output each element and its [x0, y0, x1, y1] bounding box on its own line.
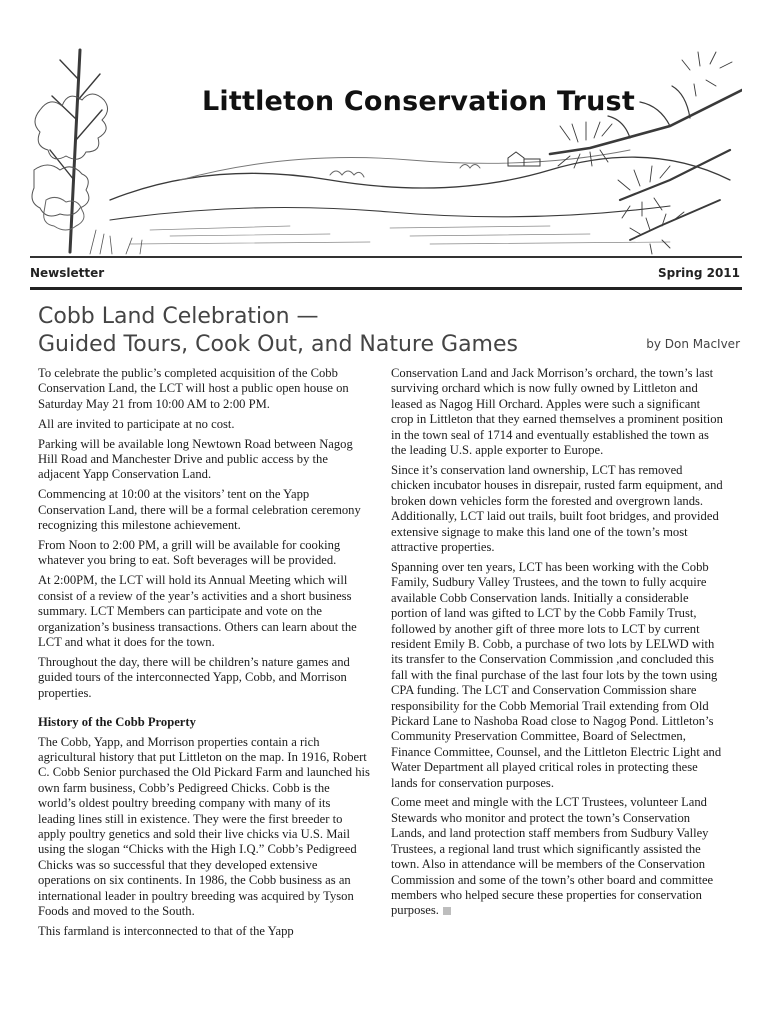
article-column-right: [391, 366, 723, 923]
paragraph: Commencing at 10:00 at the visitors’ tent on the Yapp Conservation Land, there will be a formal celebration ceremony recognizing this milestone achievement.: [38, 487, 361, 533]
paragraph: Parking will be available long Newtown Road between Nagog Hill Road and Manchester Drive and public access by the adjacent Yapp Conservation Land.: [38, 436, 353, 482]
closing-paragraph: [391, 795, 723, 918]
section-label: Newsletter: [30, 266, 105, 280]
paragraph: Throughout the day, there will be children’s nature games and guided tours of the interconnected Yapp, Cobb, and Morrison properties.: [38, 654, 350, 700]
landscape-illustration: [30, 30, 742, 256]
issue-bar: [30, 266, 740, 280]
issue-season: Spring 2011: [658, 266, 740, 280]
issue-divider: [30, 287, 742, 290]
paragraph: All are invited to participate at no cost.: [38, 416, 235, 431]
article-column-left: [38, 366, 370, 944]
paragraph: This farmland is interconnected to that of the Yapp: [38, 923, 294, 938]
paragraph: From Noon to 2:00 PM, a grill will be available for cooking whatever you bring to eat. Soft beverages will be provided.: [38, 538, 341, 568]
organization-title: Littleton Conservation Trust: [202, 86, 635, 117]
paragraph: To celebrate the public’s completed acquisition of the Cobb Conservation Land, the LCT will host a public open house on Saturday May 21 from 10:00 AM to 2:00 PM.: [38, 366, 349, 411]
headline-line-2: Guided Tours, Cook Out, and Nature Games: [38, 332, 518, 357]
paragraph: Conservation Land and Jack Morrison’s orchard, the town’s last surviving orchard which is now fully owned by Littleton and leased as Nagog Hill Orchard. Apples were such a significant crop in Littleton that they earned themselves a prominent position in the town seal of 1714 and eventually established the town as the leading U.S. apple exporter to Europe.: [391, 366, 723, 458]
paragraph: At 2:00PM, the LCT will hold its Annual Meeting which will consist of a review of the year’s activities and a short business summary. LCT Members can participate and vote on the organization’s business transactions. Others can learn about the LCT and what it does for the town.: [38, 573, 357, 649]
paragraph: Spanning over ten years, LCT has been working with the Cobb Family, Sudbury Valley Trustees, and the town to fully acquire available Cobb Conservation lands. Initially a considerable portion of land was gifted to LCT by the Cobb Family Trust, followed by another gift of three more lots to LCT by current resident Emily B. Cobb, a purchase of two lots by LELWD with its transfer to the Conservation Commission ,and concluded this fall with the final purchase of the last four lots by the town using CPA funding. The LCT and Conservation Commission share responsibility for the Cobb Memorial Trail extending from Old Pickard Lane to Nashoba Road close to Nagog Pond. Littleton’s Community Preservation Committee, Board of Selectmen, Finance Committee, Counsel, and the Littleton Electric Light and Water Department all played critical roles in protecting these lands for conservation purposes.: [391, 559, 722, 790]
headline-line-1: Cobb Land Celebration —: [38, 304, 319, 329]
paragraph: The Cobb, Yapp, and Morrison properties contain a rich agricultural history that put Littleton on the map. In 1916, Robert C. Cobb Senior purchased the Old Pickard Farm and launched his own farm business, Cobb’s Pedigreed Chicks. Cobb is the world’s oldest poultry breeding company with many of its leading lines still in existence. They were the first breeder to apply poultry genetics and sold their live chicks via U.S. Mail using the slogan “Chicks with the High I.Q.” Cobb’s Pedigreed Chicks was so successful that they developed extensive operations on six continents. In 1986, the Cobb business as an international leader in poultry breeding was acquired by Tyson Foods and moved to the South.: [38, 734, 370, 918]
masthead: [30, 30, 742, 256]
history-heading: History of the Cobb Property: [38, 715, 196, 730]
article-headline: [38, 303, 718, 359]
paragraph: Since it’s conservation land ownership, LCT has removed chicken incubator houses in disrepair, rusted farm equipment, and broken down vehicles form the forested and overgrown lands. Additionally, LCT laid out trails, built foot bridges, and provided extensive signage to make this land one of the town’s most attractive properties.: [391, 462, 723, 554]
article-byline: by Don MacIver: [646, 337, 740, 351]
end-of-article-icon: [443, 907, 451, 915]
masthead-divider: [30, 256, 742, 258]
closing-text: Come meet and mingle with the LCT Trustees, volunteer Land Stewards who monitor and protect the town’s Conservation Lands, and land protection staff members from Sudbury Valley Trustees, a regional land trust which significantly assisted the town. Also in attendance will be members of the Conservation Commission and some of the town’s other board and committee members who helped secure these properties for conservation purposes.: [391, 795, 714, 918]
